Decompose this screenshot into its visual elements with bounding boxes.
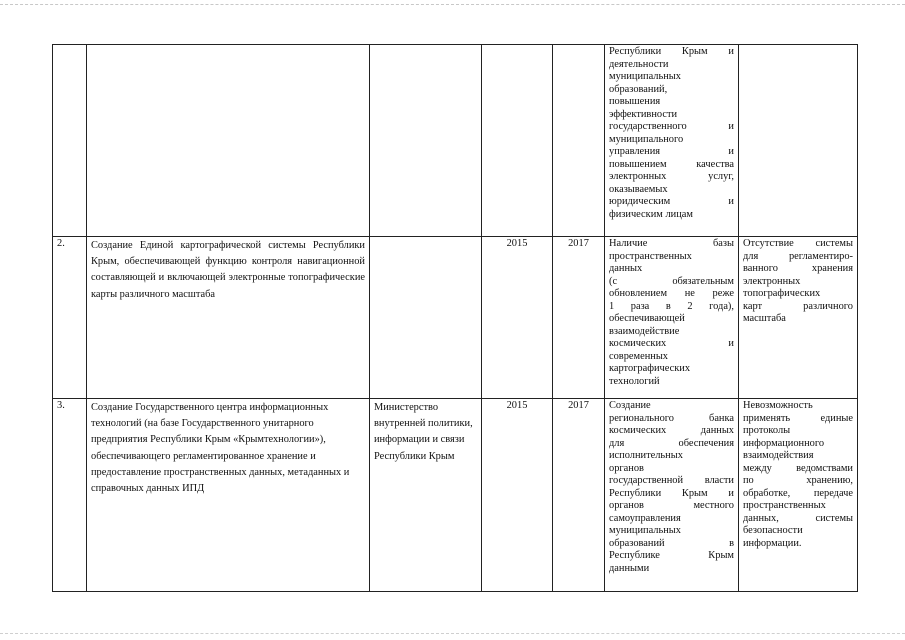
cell-text-line: Республике Крым	[609, 550, 734, 561]
cell-text-line: электронных	[743, 275, 801, 287]
risk-description	[739, 237, 858, 399]
cell-text-line: Отсутствие системы	[743, 238, 853, 249]
cell-text-line: муниципальных	[609, 71, 681, 82]
cell-text-line: карт различного	[743, 300, 853, 312]
cell-text-line: повышением качества	[609, 158, 734, 170]
expected-result	[605, 45, 739, 237]
cell-text-line: юридическим и	[609, 196, 734, 207]
table-row	[53, 45, 858, 237]
executor	[370, 45, 482, 237]
cell-text-line: обеспечивающей	[609, 313, 685, 324]
cell-text-line: муниципального	[609, 133, 684, 145]
cell-text-line: повышения	[609, 96, 661, 107]
cell-text-line: космических данных	[609, 425, 734, 436]
cell-text-line: управления и	[609, 146, 734, 157]
cell-text-line: взаимодействие	[609, 325, 680, 337]
cell-text-line: оказываемых	[609, 183, 668, 195]
table-row	[53, 237, 858, 399]
expected-result	[605, 237, 739, 399]
cell-text-line: эффективности	[609, 108, 678, 120]
cell-text-line: государственной власти	[609, 475, 734, 486]
cell-text-line: физическим лицам	[609, 208, 693, 220]
cell-text-line: исполнительных	[609, 450, 683, 461]
measure-name	[87, 45, 370, 237]
cell-text-line: обработке, передаче	[743, 487, 853, 499]
cell-text-line: органов	[609, 462, 644, 474]
cell-text-line: взаимодействия	[743, 450, 814, 461]
cell-text-line: пространственных	[743, 500, 826, 511]
row-number: 2.	[53, 237, 87, 399]
measure-name: Создание Государственного центра информационных технологий (на базе Государственного унитарного предприятия Республики Крым «Крымтехнологии»), обеспечивающего регламентированное хранение и предоставление пространственных данных, метаданных и справочных данных ИПД	[87, 399, 370, 592]
cell-text-line: Создание	[609, 400, 651, 411]
start-year: 2015	[482, 399, 553, 592]
end-year: 2017	[553, 237, 605, 399]
scan-edge-bottom	[0, 633, 905, 635]
row-number: 3.	[53, 399, 87, 592]
cell-text-line: безопасности	[743, 525, 803, 536]
cell-text-line: технологий	[609, 375, 660, 387]
cell-text-line: масштаба	[743, 313, 786, 324]
cell-text-line: образований в	[609, 537, 734, 549]
cell-text-line: регионального банка	[609, 412, 734, 424]
measure-name: Создание Единой картографической системы Республики Крым, обеспечивающей функцию контроля навигационной составляющей и включающей электронные топографические карты различного масштаба	[87, 237, 370, 399]
cell-text-line: 1 раза в 2 года),	[609, 300, 734, 312]
cell-text-line: (с обязательным	[609, 275, 734, 287]
cell-text-line: Наличие базы	[609, 238, 734, 249]
cell-text-line: картографических	[609, 363, 691, 374]
row-number	[53, 45, 87, 237]
table-row	[53, 399, 858, 592]
start-year: 2015	[482, 237, 553, 399]
cell-text-line: данными	[609, 562, 650, 574]
cell-text-line: муниципальных	[609, 525, 681, 536]
cell-text-line: деятельности	[609, 58, 669, 70]
cell-text-line: данных, системы	[743, 512, 853, 524]
cell-text-line: применять единые	[743, 412, 853, 424]
cell-text-line: информационного	[743, 437, 825, 449]
cell-text-line: по хранению,	[743, 475, 853, 486]
cell-text-line: современных	[609, 350, 669, 362]
cell-text-line: для регламентиро-	[743, 250, 853, 262]
end-year	[553, 45, 605, 237]
executor: Министерство внутренней политики, информации и связи Республики Крым	[370, 399, 482, 592]
cell-text-line: образований,	[609, 83, 668, 95]
cell-text-line: информации.	[743, 537, 802, 549]
risk-description	[739, 399, 858, 592]
cell-text-line: для обеспечения	[609, 437, 734, 449]
end-year: 2017	[553, 399, 605, 592]
cell-text-line: Республики Крым и	[609, 46, 734, 57]
cell-text-line: ванного хранения	[743, 263, 853, 274]
expected-result	[605, 399, 739, 592]
scan-edge-top	[0, 4, 905, 6]
cell-text-line: органов местного	[609, 500, 734, 511]
cell-text-line: электронных услуг,	[609, 171, 734, 182]
cell-text-line: самоуправления	[609, 512, 681, 524]
cell-text-line: государственного и	[609, 121, 734, 132]
cell-text-line: пространственных	[609, 250, 692, 262]
cell-text-line: топографических	[743, 288, 821, 299]
executor	[370, 237, 482, 399]
cell-text-line: между ведомствами	[743, 462, 853, 474]
cell-text-line: космических и	[609, 338, 734, 349]
start-year	[482, 45, 553, 237]
cell-text-line: данных	[609, 263, 643, 274]
cell-text-line: протоколы	[743, 425, 791, 436]
risk-description	[739, 45, 858, 237]
cell-text-line: Республики Крым и	[609, 487, 734, 499]
cell-text-line: Невозможность	[743, 400, 813, 411]
measures-table	[52, 44, 858, 592]
cell-text-line: обновлением не реже	[609, 288, 734, 299]
